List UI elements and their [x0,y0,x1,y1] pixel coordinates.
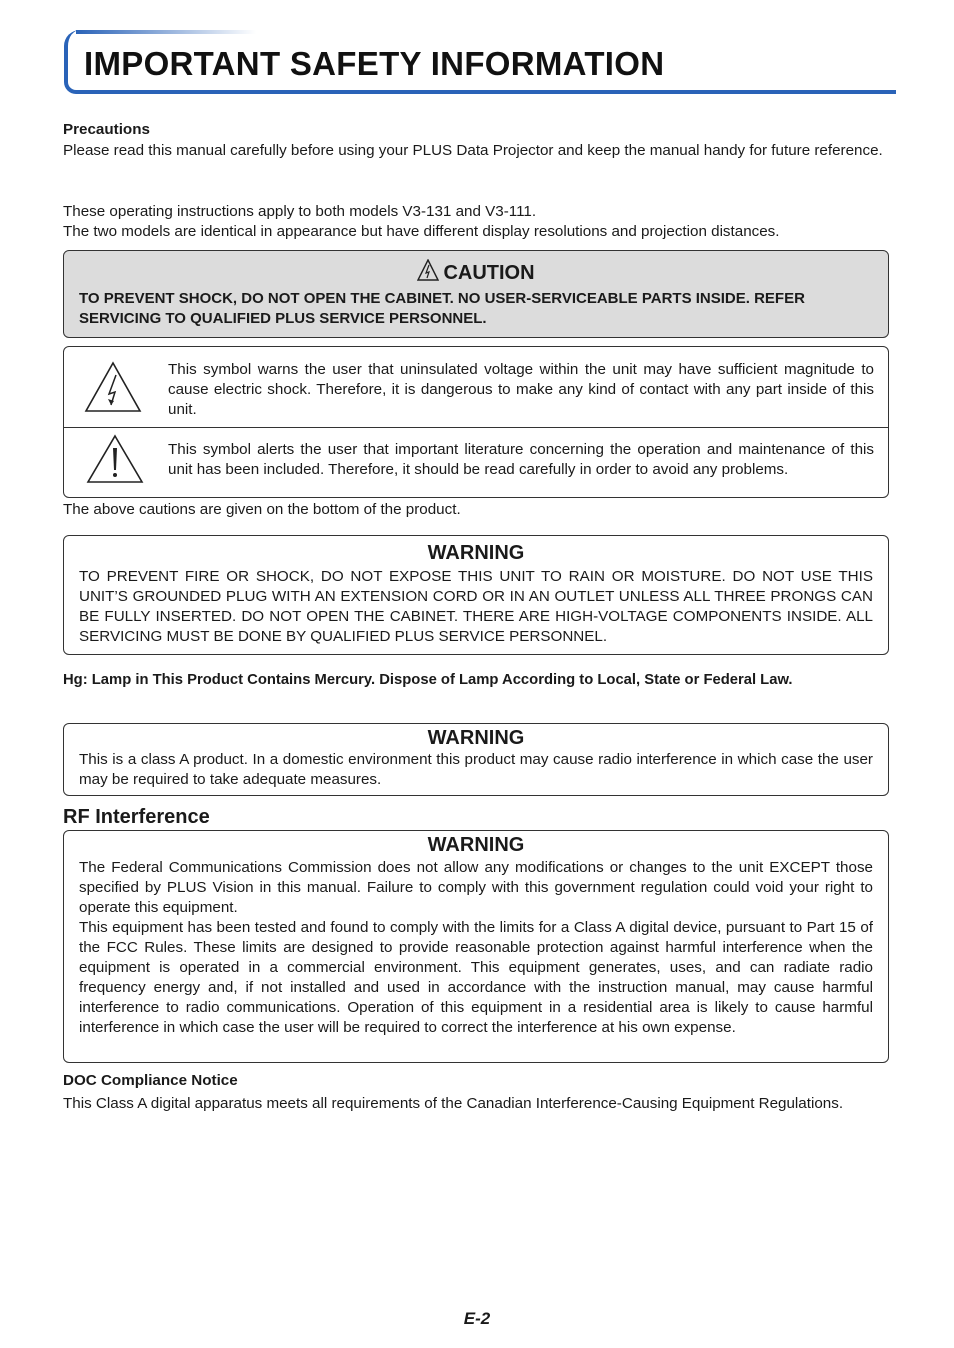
caution-heading: CAUTION [443,262,535,284]
page-number: E-2 [463,1309,491,1328]
warning-lightning-triangle-icon [417,259,439,287]
symbol-literature-text: This symbol alerts the user that important literature concerning the operation and maintenance of this unit has been included. Therefore, it should be read carefully in order to avoid any problems. [168,441,874,478]
models-line: These operating instructions apply to both models V3-131 and V3-111. [63,203,537,220]
title-accent-bar [76,30,256,34]
symbols-table [63,346,889,498]
rf-interference-heading: RF Interference [63,806,210,828]
warning-fire-shock-box [63,535,889,655]
rf-paragraph-2: This equipment has been tested and found to comply with the limits for a Class A digital device, pursuant to Part 15 of the FCC Rules. These limits are designed to provide reasonable protection against harmful interference when the equipment is operated in a commercial environment. This equipment generates, uses, and can radiate radio frequency energy and, if not installed and used in accordance with the instruction manual, may cause harmful interference to radio communications. Operation of this equipment in a residential area is likely to cause harmful interference in which case the user will be required to correct the interference at his own expense. [79,919,873,1036]
precautions-heading: Precautions [63,121,150,138]
lightning-triangle-icon [84,361,142,419]
symbol-row-literature [64,428,888,498]
symbols-note: The above cautions are given on the bottom of the product. [63,501,461,518]
mercury-note: Hg: Lamp in This Product Contains Mercury. Dispose of Lamp According to Local, State or Federal Law. [63,672,793,688]
exclamation-triangle-icon [86,434,144,490]
caution-title-row [64,251,888,287]
doc-compliance-text: This Class A digital apparatus meets all requirements of the Canadian Interference-Causing Equipment Regulations. [63,1095,844,1112]
warning-heading: WARNING [427,727,525,749]
page-title-frame [64,30,894,94]
rf-paragraph-1: The Federal Communications Commission does not allow any modifications or changes to the unit EXCEPT those specified by PLUS Vision in this manual. Failure to comply with this government regulation could void your right to operate this equipment. [79,859,873,916]
page-title: IMPORTANT SAFETY INFORMATION [84,45,665,82]
warning-fire-shock-text: TO PREVENT FIRE OR SHOCK, DO NOT EXPOSE THIS UNIT TO RAIN OR MOISTURE. DO NOT USE THIS UNIT’S GROUNDED PLUG WITH AN EXTENSION CORD OR IN AN OUTLET UNLESS ALL THREE PRONGS CAN BE FULLY INSERTED. DO NOT OPEN THE CABINET. THERE ARE HIGH-VOLTAGE COMPONENTS INSIDE. ALL SERVICING MUST BE DONE BY QUALIFIED PLUS SERVICE PERSONNEL. [79,568,873,645]
symbol-voltage-text: This symbol warns the user that uninsulated voltage within the unit may have sufficient magnitude to cause electric shock. Therefore, it is dangerous to make any kind of contact with any part inside of this unit. [168,361,874,418]
models-difference-line: The two models are identical in appearance but have different display resolutions and projection distances. [63,223,780,240]
warning-heading: WARNING [427,542,525,564]
warning-heading: WARNING [427,834,525,856]
symbol-row-voltage [64,347,888,428]
doc-compliance-heading: DOC Compliance Notice [63,1072,238,1089]
caution-text: TO PREVENT SHOCK, DO NOT OPEN THE CABINET. NO USER-SERVICEABLE PARTS INSIDE. REFER SERVICING TO QUALIFIED PLUS SERVICE PERSONNEL. [79,290,805,327]
rf-warning-box [63,830,889,1063]
precautions-paragraph: Please read this manual carefully before using your PLUS Data Projector and keep the manual handy for future reference. [63,142,883,159]
caution-box [63,250,889,338]
warning-class-a-box [63,723,889,796]
warning-class-a-text: This is a class A product. In a domestic environment this product may cause radio interference in which case the user may be required to take adequate measures. [79,751,873,788]
